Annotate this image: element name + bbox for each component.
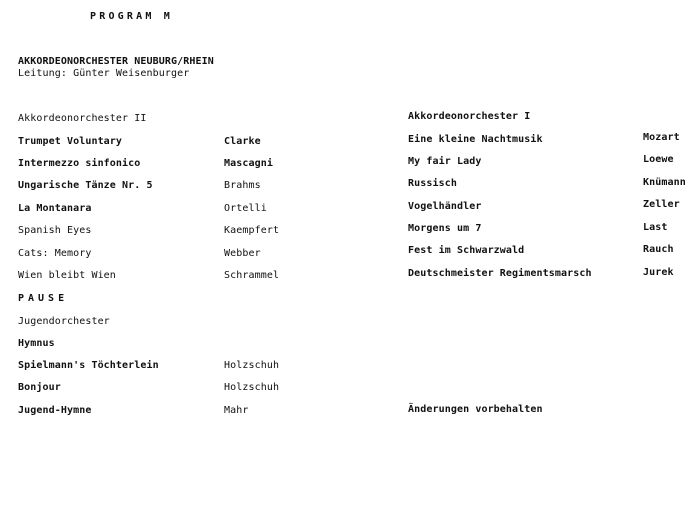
program-title: PROGRAM M: [90, 11, 173, 22]
left-piece: Trumpet Voluntary: [18, 136, 123, 147]
left-piece: Cats: Memory: [18, 248, 92, 259]
left-piece: Hymnus: [18, 338, 55, 349]
left-piece: Spielmann's Töchterlein: [18, 360, 159, 371]
right-piece: Deutschmeister Regimentsmarsch: [408, 268, 592, 279]
left-piece: La Montanara: [18, 203, 92, 214]
right-piece: Eine kleine Nachtmusik: [408, 134, 543, 145]
left-composer: Holzschuh: [224, 360, 280, 371]
orchestra-name: AKKORDEONORCHESTER NEUBURG/RHEIN: [18, 56, 214, 67]
right-piece: Vogelhändler: [408, 201, 482, 212]
left-composer: Clarke: [224, 136, 261, 147]
right-composer: Knümann: [643, 177, 686, 188]
left-piece: Ungarische Tänze Nr. 5: [18, 180, 153, 191]
right-piece: Russisch: [408, 178, 457, 189]
left-piece: Jugend-Hymne: [18, 405, 92, 416]
left-composer: Schrammel: [224, 270, 280, 281]
left-heading-2: Jugendorchester: [18, 316, 110, 327]
left-composer: Ortelli: [224, 203, 267, 214]
right-composer: Mozart: [643, 132, 680, 143]
left-piece: Intermezzo sinfonico: [18, 158, 141, 169]
right-piece: Fest im Schwarzwald: [408, 245, 525, 256]
right-heading: Akkordeonorchester I: [408, 111, 531, 122]
left-piece: Bonjour: [18, 382, 61, 393]
right-composer: Last: [643, 222, 668, 233]
right-composer: Jurek: [643, 267, 674, 278]
right-composer: Zeller: [643, 199, 680, 210]
left-composer: Kaempfert: [224, 225, 280, 236]
left-piece: Spanish Eyes: [18, 225, 92, 236]
right-piece: Morgens um 7: [408, 223, 482, 234]
left-composer: Webber: [224, 248, 261, 259]
left-heading: Akkordeonorchester II: [18, 113, 147, 124]
left-composer: Brahms: [224, 180, 261, 191]
left-composer: Mascagni: [224, 158, 273, 169]
left-composer: Mahr: [224, 405, 249, 416]
left-piece: Wien bleibt Wien: [18, 270, 116, 281]
right-composer: Rauch: [643, 244, 674, 255]
right-piece: My fair Lady: [408, 156, 482, 167]
changes-note: Änderungen vorbehalten: [408, 404, 543, 415]
conductor-line: Leitung: Günter Weisenburger: [18, 68, 190, 79]
right-composer: Loewe: [643, 154, 674, 165]
left-composer: Holzschuh: [224, 382, 280, 393]
pause-label: PAUSE: [18, 293, 69, 304]
